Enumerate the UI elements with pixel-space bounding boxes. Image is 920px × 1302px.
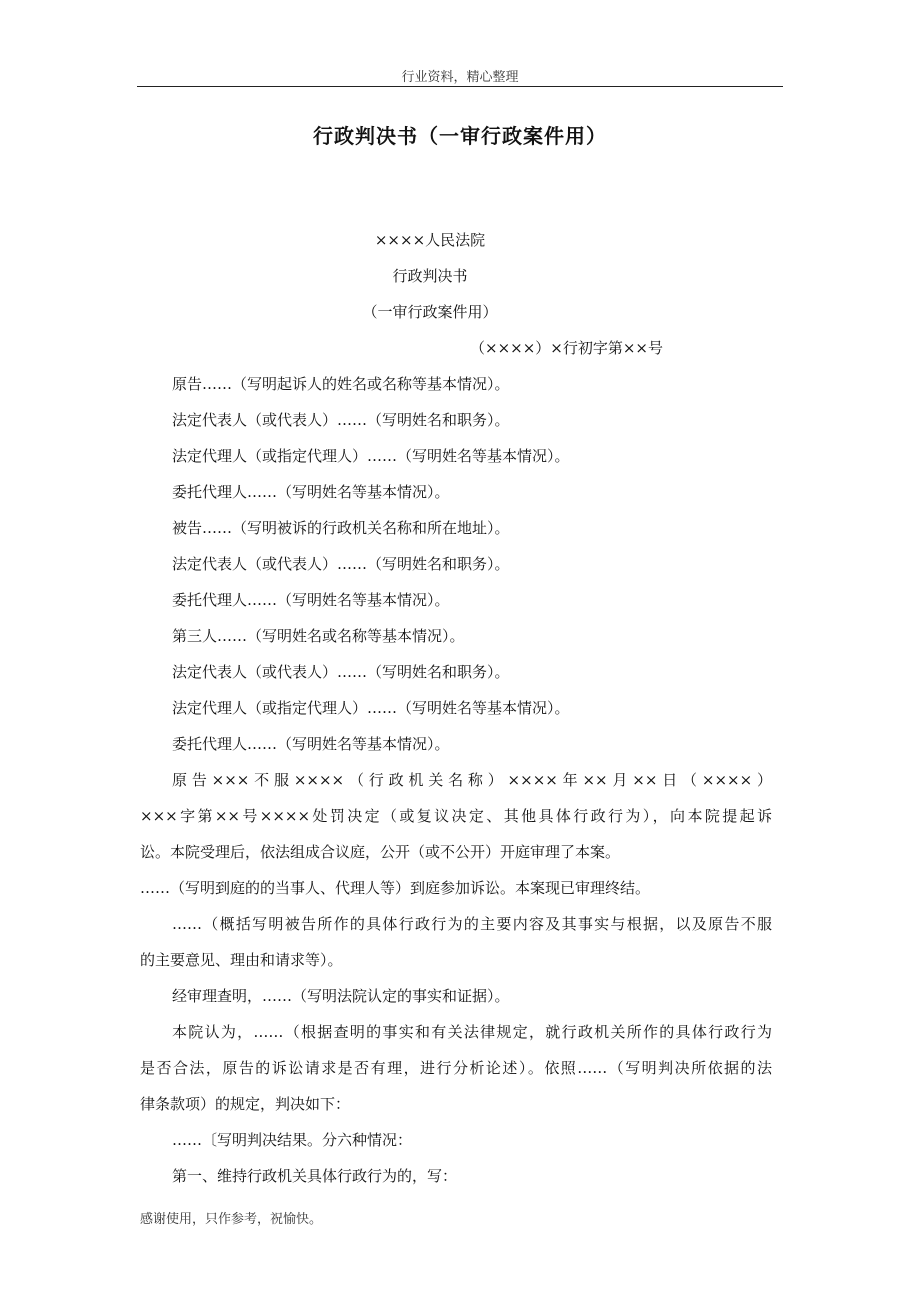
party-line: 法定代表人（或代表人）……（写明姓名和职务）。: [172, 555, 510, 573]
party-line: 法定代理人（或指定代理人）……（写明姓名等基本情况）。: [172, 699, 570, 717]
party-line: 委托代理人……（写明姓名等基本情况）。: [172, 483, 450, 501]
party-line: 法定代理人（或指定代理人）……（写明姓名等基本情况）。: [172, 447, 570, 465]
party-line: 第三人……（写明姓名或名称等基本情况）。: [172, 627, 465, 645]
party-line: 法定代表人（或代表人）……（写明姓名和职务）。: [172, 411, 510, 429]
body-line: 的主要意见、理由和请求等）。: [140, 951, 343, 969]
body-line: 第一、维持行政机关具体行政行为的，写：: [172, 1167, 458, 1185]
case-number: （××××）×行初字第××号: [470, 339, 663, 357]
body-line: 是否合法，原告的诉讼请求是否有理，进行分析论述）。依照……（写明判决所依据的法: [140, 1059, 772, 1077]
party-line: 委托代理人……（写明姓名等基本情况）。: [172, 591, 450, 609]
party-line: 委托代理人……（写明姓名等基本情况）。: [172, 735, 450, 753]
party-line: 原告……（写明起诉人的姓名或名称等基本情况）。: [172, 375, 510, 393]
page-footer: 感谢使用，只作参考，祝愉快。: [140, 1212, 323, 1227]
doc-type: 行政判决书: [392, 267, 468, 285]
body-line: ……（概括写明被告所作的具体行政行为的主要内容及其事实与根据，以及原告不服: [172, 915, 772, 933]
body-line: 本院认为，……（根据查明的事实和有关法律规定，就行政机关所作的具体行政行为: [172, 1023, 772, 1041]
header-rule: [137, 86, 783, 87]
body-line: 律条款项）的规定，判决如下：: [140, 1095, 351, 1113]
body-line: 原告×××不服××××（行政机关名称）××××年××月××日（××××）: [172, 771, 772, 789]
party-line: 法定代表人（或代表人）……（写明姓名和职务）。: [172, 663, 510, 681]
document-title: 行政判决书（一审行政案件用）: [313, 124, 607, 148]
body-line: ……〔写明判决结果。分六种情况：: [172, 1131, 413, 1149]
party-line: 被告……（写明被诉的行政机关名称和所在地址）。: [172, 519, 510, 537]
body-line: 经审理查明，……（写明法院认定的事实和证据）。: [172, 987, 510, 1005]
court-name: ××××人民法院: [374, 231, 486, 249]
body-line: 讼。本院受理后，依法组成合议庭，公开（或不公开）开庭审理了本案。: [140, 843, 621, 861]
body-line: ×××字第××号××××处罚决定（或复议决定、其他具体行政行为），向本院提起诉: [140, 807, 772, 825]
case-type: （一审行政案件用）: [362, 303, 498, 321]
page-header: 行业资料，精心整理: [401, 70, 519, 85]
body-line: ……（写明到庭的的当事人、代理人等）到庭参加诉讼。本案现已审理终结。: [140, 879, 651, 897]
